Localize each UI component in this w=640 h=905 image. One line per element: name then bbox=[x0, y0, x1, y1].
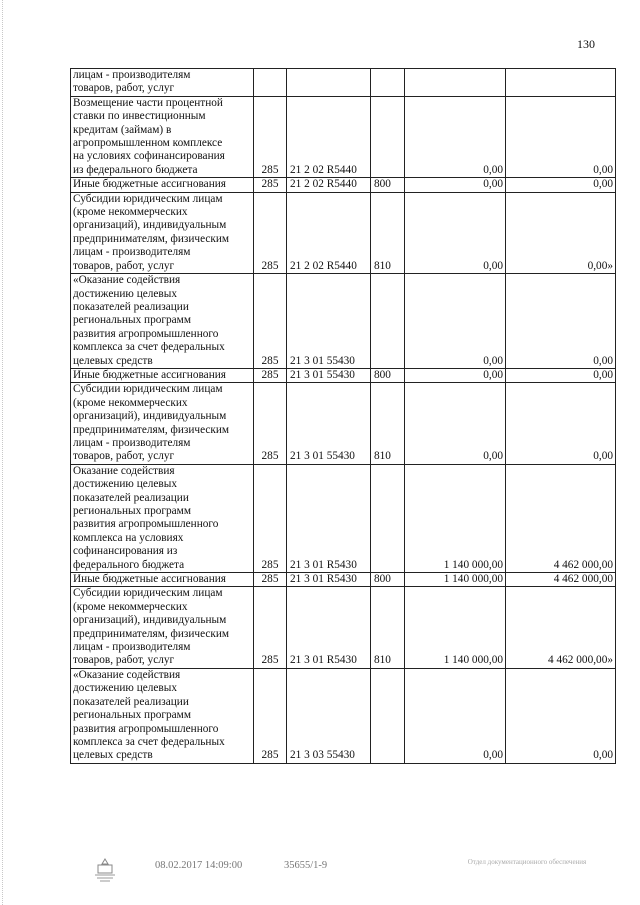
budget-table bbox=[70, 68, 616, 764]
row-code-cell: 285 bbox=[254, 274, 287, 369]
table-row bbox=[71, 573, 616, 587]
row-expense-type-cell: 800 bbox=[371, 573, 405, 587]
row-target-article-cell: 21 3 01 55430 bbox=[287, 368, 371, 382]
table-body bbox=[71, 69, 616, 764]
row-sum-year1-cell: 0,00 bbox=[405, 178, 506, 192]
table-row bbox=[71, 274, 616, 369]
table-row bbox=[71, 587, 616, 668]
row-target-article-cell: 21 2 02 R5440 bbox=[287, 192, 371, 273]
row-sum-year2-cell: 0,00 bbox=[506, 96, 616, 177]
row-code-cell: 285 bbox=[254, 464, 287, 572]
table-row bbox=[71, 383, 616, 464]
row-sum-year1-cell: 1 140 000,00 bbox=[405, 573, 506, 587]
row-sum-year1-cell: 0,00 bbox=[405, 192, 506, 273]
row-code-cell: 285 bbox=[254, 96, 287, 177]
row-sum-year1-cell: 1 140 000,00 bbox=[405, 464, 506, 572]
row-sum-year2-cell: 4 462 000,00 bbox=[506, 464, 616, 572]
row-sum-year1-cell: 0,00 bbox=[405, 668, 506, 763]
row-name-cell: лицам - производителям товаров, работ, услуг bbox=[71, 69, 254, 97]
row-target-article-cell: 21 2 02 R5440 bbox=[287, 178, 371, 192]
row-name-cell: Иные бюджетные ассигнования bbox=[71, 368, 254, 382]
row-code-cell: 285 bbox=[254, 668, 287, 763]
row-expense-type-cell: 810 bbox=[371, 192, 405, 273]
row-sum-year2-cell: 0,00 bbox=[506, 668, 616, 763]
row-sum-year2-cell: 0,00 bbox=[506, 368, 616, 382]
row-target-article-cell: 21 2 02 R5440 bbox=[287, 96, 371, 177]
table-row bbox=[71, 96, 616, 177]
row-sum-year1-cell: 0,00 bbox=[405, 368, 506, 382]
seal-icon bbox=[92, 858, 118, 885]
row-code-cell: 285 bbox=[254, 587, 287, 668]
row-code-cell: 285 bbox=[254, 368, 287, 382]
table-row bbox=[71, 464, 616, 572]
row-sum-year1-cell: 0,00 bbox=[405, 383, 506, 464]
footer bbox=[0, 858, 640, 888]
table-row bbox=[71, 668, 616, 763]
footer-stamp: Отдел документационного обеспечения bbox=[467, 858, 587, 866]
row-target-article-cell: 21 3 01 55430 bbox=[287, 383, 371, 464]
row-target-article-cell: 21 3 01 R5430 bbox=[287, 464, 371, 572]
row-sum-year2-cell: 4 462 000,00 bbox=[506, 573, 616, 587]
row-name-cell: Субсидии юридическим лицам (кроме некоммерческих организаций), индивидуальным предпринимателям, физическим лицам - производителям товаров, работ, услуг bbox=[71, 587, 254, 668]
row-expense-type-cell bbox=[371, 69, 405, 97]
row-sum-year1-cell: 0,00 bbox=[405, 274, 506, 369]
row-expense-type-cell: 810 bbox=[371, 383, 405, 464]
row-name-cell: Иные бюджетные ассигнования bbox=[71, 178, 254, 192]
row-name-cell: «Оказание содействия достижению целевых показателей реализации региональных программ развития агропромышленного комплекса за счет федеральных целевых средств bbox=[71, 274, 254, 369]
row-target-article-cell: 21 3 01 R5430 bbox=[287, 573, 371, 587]
row-expense-type-cell bbox=[371, 668, 405, 763]
row-name-cell: Оказание содействия достижению целевых показателей реализации региональных программ развития агропромышленного комплекса на условиях софинансирования из федерального бюджета bbox=[71, 464, 254, 572]
footer-doc-number: 35655/1-9 bbox=[284, 860, 328, 871]
row-sum-year1-cell: 0,00 bbox=[405, 96, 506, 177]
table-row bbox=[71, 178, 616, 192]
row-name-cell: «Оказание содействия достижению целевых показателей реализации региональных программ развития агропромышленного комплекса за счет федеральных целевых средств bbox=[71, 668, 254, 763]
row-target-article-cell: 21 3 01 R5430 bbox=[287, 587, 371, 668]
row-code-cell: 285 bbox=[254, 383, 287, 464]
row-sum-year2-cell: 4 462 000,00» bbox=[506, 587, 616, 668]
row-expense-type-cell bbox=[371, 274, 405, 369]
table-row bbox=[71, 192, 616, 273]
row-expense-type-cell: 800 bbox=[371, 368, 405, 382]
row-name-cell: Субсидии юридическим лицам (кроме некоммерческих организаций), индивидуальным предпринимателям, физическим лицам - производителям товаров, работ, услуг bbox=[71, 192, 254, 273]
row-target-article-cell: 21 3 01 55430 bbox=[287, 274, 371, 369]
row-sum-year1-cell: 1 140 000,00 bbox=[405, 587, 506, 668]
row-code-cell: 285 bbox=[254, 178, 287, 192]
page-number: 130 bbox=[577, 37, 595, 51]
row-sum-year2-cell: 0,00» bbox=[506, 192, 616, 273]
row-name-cell: Субсидии юридическим лицам (кроме некоммерческих организаций), индивидуальным предпринимателям, физическим лицам - производителям товаров, работ, услуг bbox=[71, 383, 254, 464]
row-expense-type-cell bbox=[371, 464, 405, 572]
row-sum-year2-cell: 0,00 bbox=[506, 274, 616, 369]
row-expense-type-cell bbox=[371, 96, 405, 177]
row-name-cell: Возмещение части процентной ставки по инвестиционным кредитам (займам) в агропромышленном комплексе на условиях софинансирования из федерального бюджета bbox=[71, 96, 254, 177]
row-name-cell: Иные бюджетные ассигнования bbox=[71, 573, 254, 587]
row-code-cell: 285 bbox=[254, 573, 287, 587]
scan-edge bbox=[2, 0, 4, 905]
row-sum-year2-cell: 0,00 bbox=[506, 383, 616, 464]
row-target-article-cell bbox=[287, 69, 371, 97]
row-expense-type-cell: 810 bbox=[371, 587, 405, 668]
row-sum-year2-cell bbox=[506, 69, 616, 97]
row-code-cell bbox=[254, 69, 287, 97]
row-code-cell: 285 bbox=[254, 192, 287, 273]
footer-date: 08.02.2017 14:09:00 bbox=[155, 860, 243, 871]
row-sum-year2-cell: 0,00 bbox=[506, 178, 616, 192]
table-row bbox=[71, 368, 616, 382]
table-row bbox=[71, 69, 616, 97]
row-target-article-cell: 21 3 03 55430 bbox=[287, 668, 371, 763]
row-sum-year1-cell bbox=[405, 69, 506, 97]
row-expense-type-cell: 800 bbox=[371, 178, 405, 192]
